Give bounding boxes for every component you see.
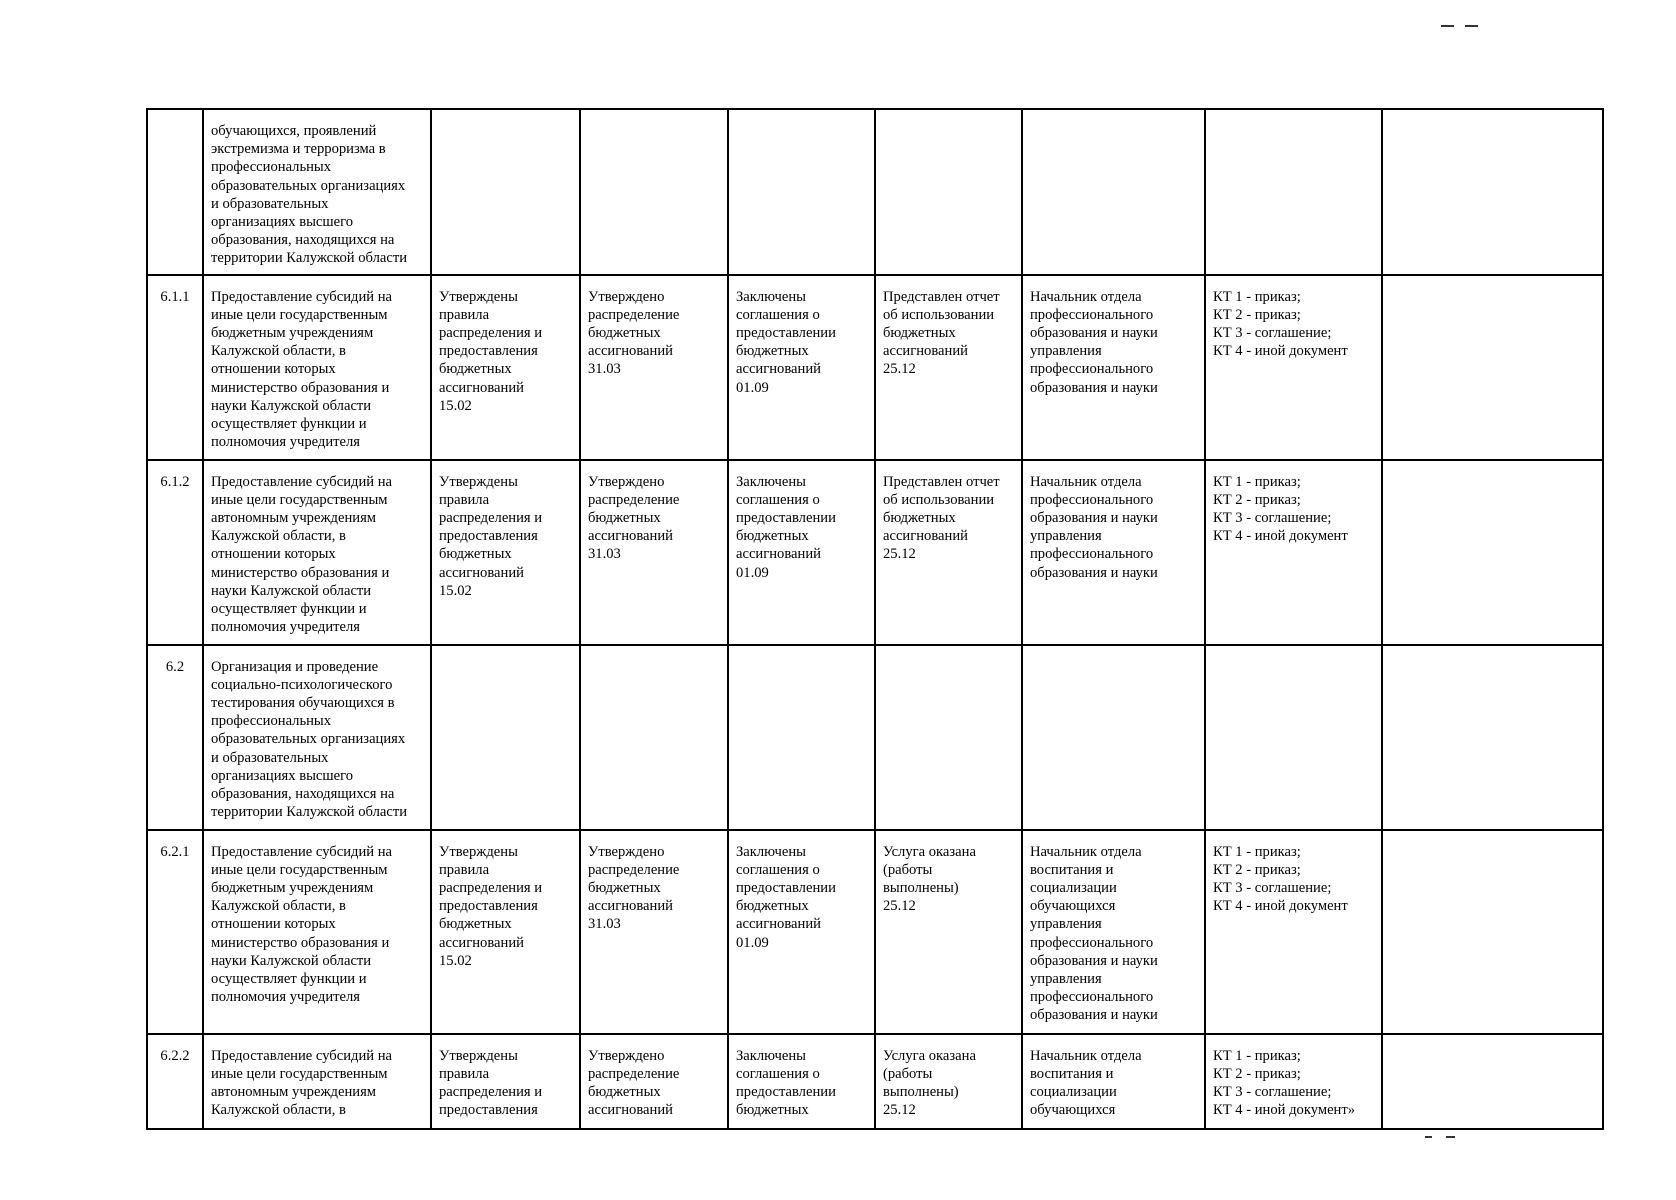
row-number: 6.2.2: [147, 1034, 203, 1129]
table-row: [147, 109, 1603, 275]
notes-cell: [1382, 645, 1603, 830]
checkpoint-1-cell: Утверждены правила распределения и предоставления: [431, 1034, 580, 1129]
event-name-cell: Предоставление субсидий на иные цели государственным бюджетным учреждениям Калужской области, в отношении которых министерство образования и науки Калужской области осуществляет функции и полномочия учредителя: [203, 830, 431, 1034]
checkpoint-1-cell: Утверждены правила распределения и предоставления бюджетных ассигнований 15.02: [431, 460, 580, 645]
checkpoint-2-cell: Утверждено распределение бюджетных ассигнований: [580, 1034, 728, 1129]
document-type-cell: [1205, 645, 1382, 830]
responsible-cell: Начальник отдела воспитания и социализации обучающихся: [1022, 1034, 1205, 1129]
checkpoint-4-cell: Представлен отчет об использовании бюджетных ассигнований 25.12: [875, 460, 1022, 645]
checkpoint-1-cell: Утверждены правила распределения и предоставления бюджетных ассигнований 15.02: [431, 275, 580, 460]
notes-cell: [1382, 1034, 1603, 1129]
scan-mark-bottom-left: [1425, 1136, 1432, 1138]
checkpoint-4-cell: Представлен отчет об использовании бюджетных ассигнований 25.12: [875, 275, 1022, 460]
document-type-cell: КТ 1 - приказ; КТ 2 - приказ; КТ 3 - соглашение; КТ 4 - иной документ: [1205, 460, 1382, 645]
table-row: [147, 645, 1603, 830]
event-name-cell: Предоставление субсидий на иные цели государственным автономным учреждениям Калужской области, в отношении которых министерство образования и науки Калужской области осуществляет функции и полномочия учредителя: [203, 460, 431, 645]
notes-cell: [1382, 109, 1603, 275]
document-type-cell: КТ 1 - приказ; КТ 2 - приказ; КТ 3 - соглашение; КТ 4 - иной документ: [1205, 275, 1382, 460]
plan-table-body: [147, 109, 1603, 1129]
checkpoint-2-cell: Утверждено распределение бюджетных ассигнований 31.03: [580, 460, 728, 645]
event-name-cell: Организация и проведение социально-психологического тестирования обучающихся в профессиональных образовательных организациях и образовательных организациях высшего образования, находящихся на территории Калужской области: [203, 645, 431, 830]
checkpoint-3-cell: Заключены соглашения о предоставлении бюджетных ассигнований 01.09: [728, 460, 875, 645]
responsible-cell: Начальник отдела профессионального образования и науки управления профессионального образования и науки: [1022, 460, 1205, 645]
checkpoint-3-cell: Заключены соглашения о предоставлении бюджетных: [728, 1034, 875, 1129]
row-number: 6.1.1: [147, 275, 203, 460]
checkpoint-3-cell: Заключены соглашения о предоставлении бюджетных ассигнований 01.09: [728, 830, 875, 1034]
checkpoint-3-cell: Заключены соглашения о предоставлении бюджетных ассигнований 01.09: [728, 275, 875, 460]
checkpoint-4-cell: [875, 109, 1022, 275]
scan-mark-bottom-right: [1446, 1136, 1455, 1138]
checkpoint-3-cell: [728, 109, 875, 275]
checkpoint-1-cell: [431, 109, 580, 275]
notes-cell: [1382, 460, 1603, 645]
responsible-cell: Начальник отдела воспитания и социализации обучающихся управления профессионального образования и науки управления профессионального образования и науки: [1022, 830, 1205, 1034]
table-row: [147, 1034, 1603, 1129]
document-type-cell: КТ 1 - приказ; КТ 2 - приказ; КТ 3 - соглашение; КТ 4 - иной документ»: [1205, 1034, 1382, 1129]
table-row: [147, 460, 1603, 645]
checkpoint-2-cell: Утверждено распределение бюджетных ассигнований 31.03: [580, 275, 728, 460]
plan-table: [146, 108, 1604, 1130]
table-row: [147, 275, 1603, 460]
row-number: 6.1.2: [147, 460, 203, 645]
checkpoint-4-cell: [875, 645, 1022, 830]
checkpoint-2-cell: Утверждено распределение бюджетных ассигнований 31.03: [580, 830, 728, 1034]
checkpoint-1-cell: Утверждены правила распределения и предоставления бюджетных ассигнований 15.02: [431, 830, 580, 1034]
event-name-cell: Предоставление субсидий на иные цели государственным бюджетным учреждениям Калужской области, в отношении которых министерство образования и науки Калужской области осуществляет функции и полномочия учредителя: [203, 275, 431, 460]
document-type-cell: [1205, 109, 1382, 275]
document-type-cell: КТ 1 - приказ; КТ 2 - приказ; КТ 3 - соглашение; КТ 4 - иной документ: [1205, 830, 1382, 1034]
checkpoint-2-cell: [580, 645, 728, 830]
responsible-cell: [1022, 109, 1205, 275]
checkpoint-4-cell: Услуга оказана (работы выполнены) 25.12: [875, 1034, 1022, 1129]
responsible-cell: Начальник отдела профессионального образования и науки управления профессионального образования и науки: [1022, 275, 1205, 460]
checkpoint-1-cell: [431, 645, 580, 830]
notes-cell: [1382, 275, 1603, 460]
row-number: [147, 109, 203, 275]
table-row: [147, 830, 1603, 1034]
checkpoint-3-cell: [728, 645, 875, 830]
row-number: 6.2.1: [147, 830, 203, 1034]
scan-mark-top-left: [1441, 25, 1454, 27]
row-number: 6.2: [147, 645, 203, 830]
scan-mark-top-right: [1465, 25, 1478, 27]
notes-cell: [1382, 830, 1603, 1034]
event-name-cell: обучающихся, проявлений экстремизма и терроризма в профессиональных образовательных организациях и образовательных организациях высшего образования, находящихся на территории Калужской области: [203, 109, 431, 275]
checkpoint-2-cell: [580, 109, 728, 275]
event-name-cell: Предоставление субсидий на иные цели государственным автономным учреждениям Калужской области, в: [203, 1034, 431, 1129]
checkpoint-4-cell: Услуга оказана (работы выполнены) 25.12: [875, 830, 1022, 1034]
responsible-cell: [1022, 645, 1205, 830]
